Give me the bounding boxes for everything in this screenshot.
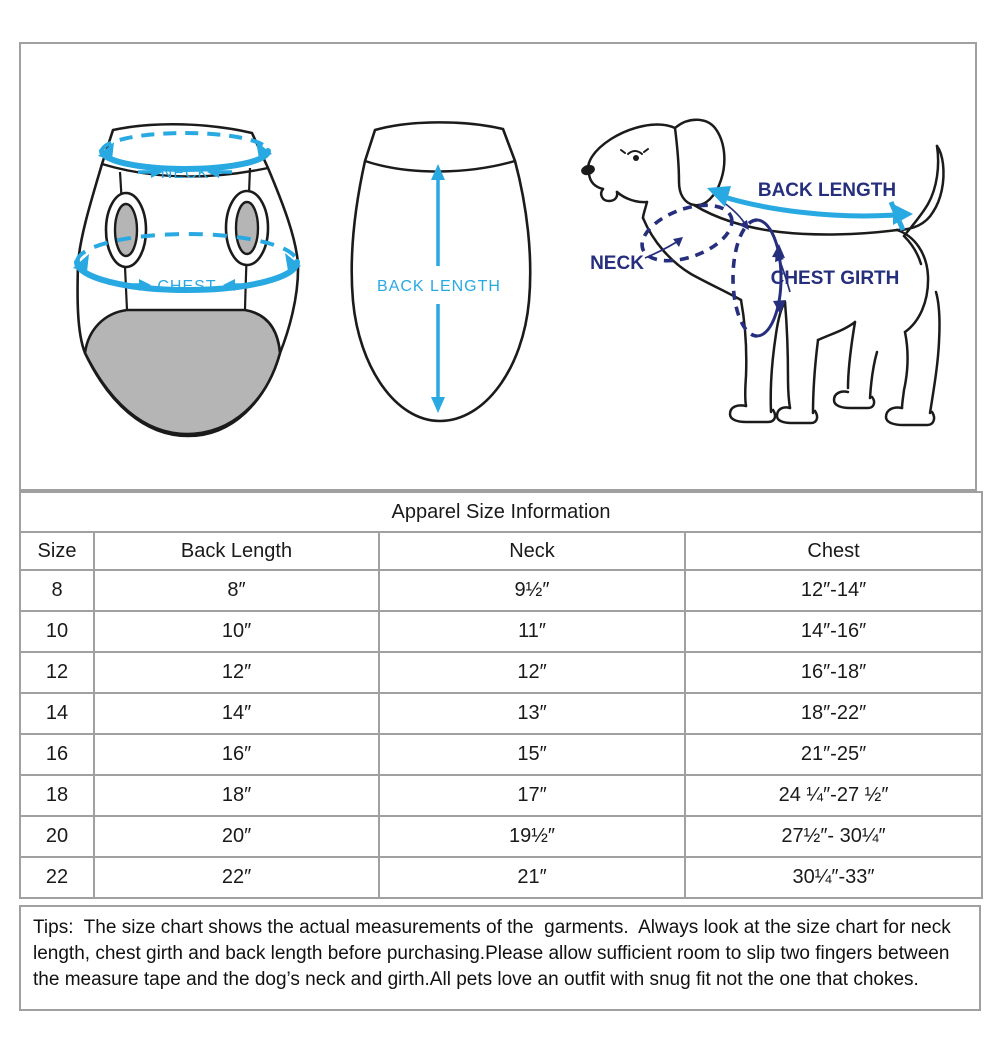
cell-chest: 30¼″-33″ [685, 857, 982, 898]
table-row [20, 775, 982, 816]
cell-chest: 12″-14″ [685, 570, 982, 611]
back-length-label-back: BACK LENGTH [377, 278, 501, 295]
neck-label-dog: NECK [590, 253, 644, 274]
cell-neck: 15″ [379, 734, 685, 775]
garment-front-belly-panel [85, 310, 280, 434]
table-row [20, 734, 982, 775]
cell-size: 18 [20, 775, 94, 816]
col-header-size: Size [20, 532, 94, 570]
cell-chest: 24 ¼″-27 ½″ [685, 775, 982, 816]
cell-neck: 17″ [379, 775, 685, 816]
table-row [20, 570, 982, 611]
cell-size: 16 [20, 734, 94, 775]
table-row [20, 611, 982, 652]
cell-size: 14 [20, 693, 94, 734]
cell-size: 8 [20, 570, 94, 611]
cell-neck: 13″ [379, 693, 685, 734]
garment-back-diagram [345, 116, 535, 431]
measure-diagram-panel [19, 42, 977, 491]
table-row [20, 693, 982, 734]
cell-size: 10 [20, 611, 94, 652]
cell-neck: 11″ [379, 611, 685, 652]
back-length-label-dog: BACK LENGTH [757, 180, 897, 201]
cell-neck: 19½″ [379, 816, 685, 857]
dog-annotation-arrows [645, 202, 790, 292]
table-title: Apparel Size Information [20, 492, 982, 532]
garment-back-outline [352, 122, 530, 421]
cell-chest: 18″-22″ [685, 693, 982, 734]
cell-chest: 16″-18″ [685, 652, 982, 693]
cell-neck: 12″ [379, 652, 685, 693]
cell-neck: 21″ [379, 857, 685, 898]
cell-back-length: 12″ [94, 652, 379, 693]
chest-girth-label-dog: CHEST GIRTH [770, 268, 900, 289]
col-header-chest: Chest [685, 532, 982, 570]
table-row [20, 816, 982, 857]
cell-size: 20 [20, 816, 94, 857]
svg-text:CHEST: CHEST [157, 278, 217, 295]
cell-back-length: 14″ [94, 693, 379, 734]
dog-diagram [575, 106, 965, 446]
cell-size: 22 [20, 857, 94, 898]
cell-chest: 21″-25″ [685, 734, 982, 775]
table-title-row [20, 492, 982, 532]
cell-back-length: 8″ [94, 570, 379, 611]
size-table-section [19, 491, 981, 899]
dog-nose [580, 163, 596, 176]
col-header-back-length: Back Length [94, 532, 379, 570]
cell-neck: 9½″ [379, 570, 685, 611]
apparel-size-table [19, 491, 983, 899]
cell-back-length: 16″ [94, 734, 379, 775]
tips-text: Tips: The size chart shows the actual measurements of the garments. Always look at the size chart for neck length, chest girth and back length before purchasing.Please allow sufficient room to slip two fingers between the measure tape and the dog’s neck and girth.All pets love an outfit with snug fit not the one that chokes. [19, 905, 981, 1011]
cell-back-length: 20″ [94, 816, 379, 857]
cell-size: 12 [20, 652, 94, 693]
cell-chest: 14″-16″ [685, 611, 982, 652]
cell-back-length: 22″ [94, 857, 379, 898]
garment-front-diagram [60, 118, 320, 448]
col-header-neck: Neck [379, 532, 685, 570]
cell-chest: 27½″- 30¼″ [685, 816, 982, 857]
table-header-row [20, 532, 982, 570]
svg-text:NECK: NECK [160, 165, 210, 182]
cell-back-length: 10″ [94, 611, 379, 652]
cell-back-length: 18″ [94, 775, 379, 816]
table-row [20, 857, 982, 898]
dog-eye [633, 155, 639, 161]
table-row [20, 652, 982, 693]
